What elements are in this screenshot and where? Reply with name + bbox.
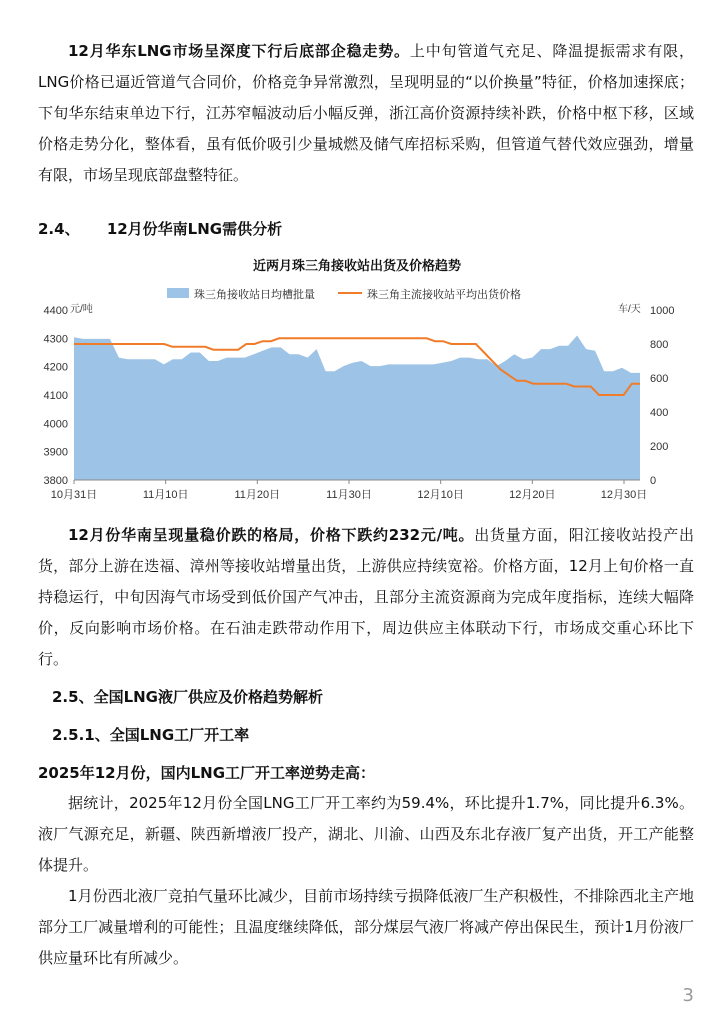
left-tick-label: 3800 bbox=[43, 475, 68, 487]
chart-svg bbox=[22, 250, 702, 512]
left-axis-unit: 元/吨 bbox=[70, 304, 93, 315]
section-heading-2-5-1: 2.5.1、全国LNG工厂开工率 bbox=[52, 726, 250, 744]
right-tick-label: 600 bbox=[650, 373, 669, 385]
left-tick-label: 4000 bbox=[43, 418, 68, 431]
january-outlook-paragraph: 1月份西北液厂竞拍气量环比减少，目前市场持续亏损降低液厂生产积极性，不排除西北主产地部分工厂减量增利的可能性；且温度继续降低，部分煤层气液厂将减产停出保民生，预计1月份液厂供应量环比有所减少。 bbox=[38, 887, 694, 967]
left-tick-label: 4200 bbox=[43, 361, 68, 374]
right-tick-label: 1000 bbox=[650, 305, 675, 317]
lng-trend-chart bbox=[22, 250, 702, 512]
section-heading-2-4 bbox=[38, 218, 282, 240]
left-tick-label: 4100 bbox=[43, 390, 68, 402]
legend-label-area: 珠三角接收站日均槽批量 bbox=[194, 289, 315, 301]
stats-paragraph: 据统计，2025年12月份全国LNG工厂开工率约为59.4%，环比提升1.7%，同比提升6.3%。液厂气源充足，新疆、陕西新增液厂投产，湖北、川渝、山西及东北存液厂复产出货，开工产能整体提升。 bbox=[38, 794, 694, 874]
right-tick-label: 800 bbox=[650, 339, 669, 351]
chart-title: 近两月珠三角接收站出货及价格趋势 bbox=[252, 258, 462, 273]
x-tick-label: 11月10日 bbox=[142, 489, 189, 501]
section-number: 2.4、 bbox=[38, 220, 80, 238]
right-axis-unit: 车/天 bbox=[618, 304, 641, 315]
x-tick-label: 12月30日 bbox=[600, 489, 648, 501]
east-china-paragraph bbox=[38, 36, 694, 191]
area-series-daily-volume bbox=[74, 336, 640, 481]
legend-label-line: 珠三角主流接收站平均出货价格 bbox=[367, 289, 521, 301]
south-china-body: 出货量方面，阳江接收站投产出货，部分上游在迭福、漳州等接收站增量出货，上游供应持续宽裕。价格方面，12月上旬价格一直持稳运行，中旬因海气市场受到低价国产气冲击，且部分主流资源商为完成年度指标，连续大幅降价，反向影响市场价格。在石油走跌带动作用下，周边供应主体联动下行，市场成交重心环比下行。 bbox=[38, 526, 694, 668]
south-china-lead: 12月份华南呈现量稳价跌的格局，价格下跌约232元/吨。 bbox=[68, 526, 475, 544]
page-number: 3 bbox=[682, 985, 694, 1006]
right-tick-label: 200 bbox=[650, 441, 669, 453]
left-tick-label: 4300 bbox=[43, 333, 68, 346]
east-china-body: 上中旬管道气充足、降温提振需求有限，LNG价格已逼近管道气合同价，价格竞争异常激烈，呈现明显的“以价换量”特征，价格加速探底；下旬华东结束单边下行，江苏窄幅波动后小幅反弹，浙江高价资源持续补跌，价格中枢下移，区域价格走势分化，整体看，虽有低价吸引少量城燃及储气库招标采购，但管道气替代效应强劲，增量有限，市场呈现底部盘整特征。 bbox=[38, 42, 694, 184]
left-tick-label: 4400 bbox=[43, 305, 68, 317]
legend-swatch-area bbox=[167, 288, 189, 298]
x-tick-label: 11月20日 bbox=[234, 489, 281, 501]
x-tick-label: 10月31日 bbox=[50, 489, 98, 501]
right-tick-label: 0 bbox=[650, 475, 657, 487]
south-china-paragraph bbox=[38, 520, 694, 675]
x-tick-label: 11月30日 bbox=[326, 489, 372, 501]
right-tick-label: 400 bbox=[650, 407, 669, 419]
x-tick-label: 12月10日 bbox=[417, 489, 464, 501]
x-tick-label: 12月20日 bbox=[509, 489, 556, 501]
left-tick-label: 3900 bbox=[43, 446, 68, 459]
section-heading-december: 2025年12月份，国内LNG工厂开工率逆势走高： bbox=[38, 764, 376, 782]
section-title: 12月份华南LNG需供分析 bbox=[106, 220, 283, 238]
section-heading-2-5: 2.5、全国LNG液厂供应及价格趋势解析 bbox=[52, 688, 323, 706]
east-china-lead: 12月华东LNG市场呈深度下行后底部企稳走势。 bbox=[68, 42, 410, 60]
